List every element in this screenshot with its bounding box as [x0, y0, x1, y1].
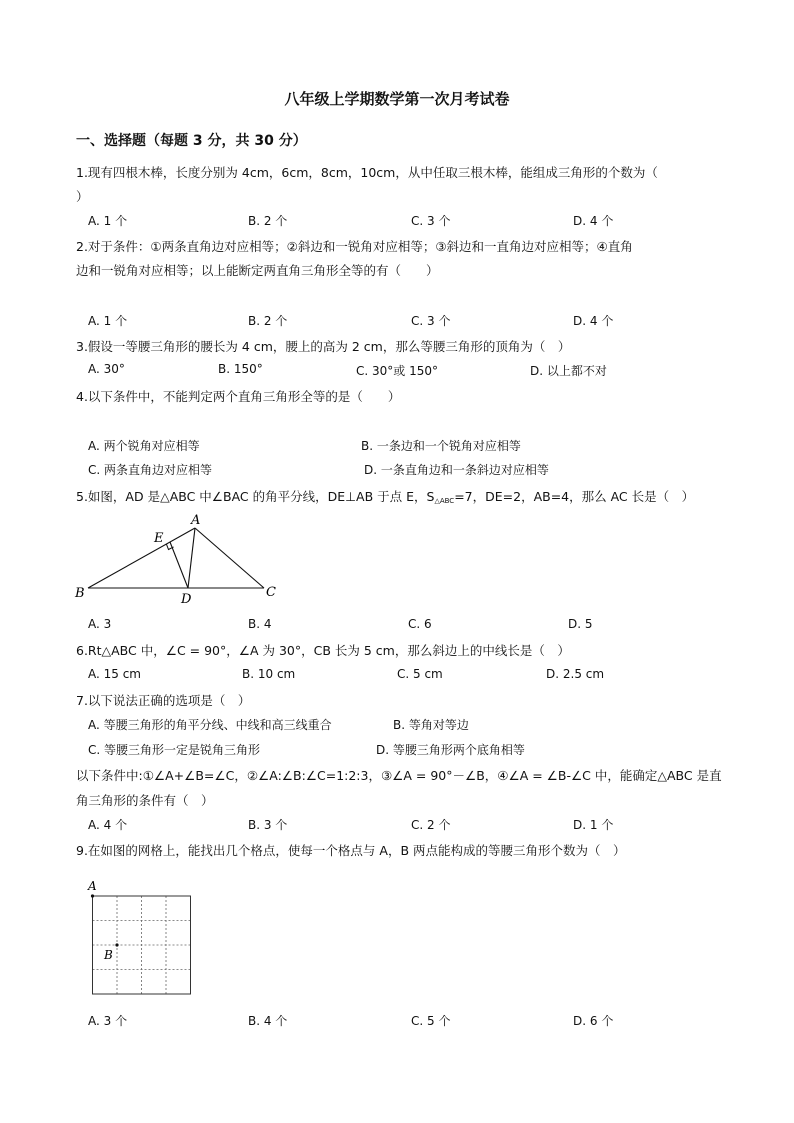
question-8-option-a[interactable]: A. 4 个	[88, 818, 128, 832]
question-8-line-1: 以下条件中:①∠A+∠B=∠C，②∠A:∠B:∠C=1:2:3，③∠A = 90°－∠B，④∠A = ∠B-∠C 中，能确定△ABC 是直	[76, 768, 722, 783]
question-1-line-1: 1.现有四根木棒，长度分别为 4cm，6cm，8cm，10cm，从中任取三根木棒，能组成三角形的个数为（	[76, 165, 658, 180]
question-2-option-b[interactable]: B. 2 个	[248, 314, 288, 328]
question-2-option-d[interactable]: D. 4 个	[573, 314, 614, 328]
area-subscript: △ABC	[434, 497, 455, 505]
question-5-option-c[interactable]: C. 6	[408, 617, 432, 631]
question-3-option-b[interactable]: B. 150°	[218, 362, 263, 376]
question-4-option-c[interactable]: C. 两条直角边对应相等	[88, 463, 213, 477]
question-7-option-b[interactable]: B. 等角对等边	[393, 718, 469, 732]
question-5-option-d[interactable]: D. 5	[568, 617, 593, 631]
label-c: C	[266, 585, 276, 600]
question-7-option-a[interactable]: A. 等腰三角形的角平分线、中线和高三线重合	[88, 718, 332, 732]
page-title: 八年级上学期数学第一次月考试卷	[284, 90, 510, 108]
question-8-option-c[interactable]: C. 2 个	[411, 818, 451, 832]
label-d: D	[181, 592, 192, 607]
question-4-option-b[interactable]: B. 一条边和一个锐角对应相等	[361, 439, 521, 453]
perpendicular-de	[170, 542, 188, 588]
question-9-option-a[interactable]: A. 3 个	[88, 1014, 128, 1028]
question-8-option-b[interactable]: B. 3 个	[248, 818, 288, 832]
label-e: E	[154, 531, 164, 546]
question-2-line-1: 2.对于条件：①两条直角边对应相等；②斜边和一锐角对应相等；③斜边和一直角边对应相等；④直角	[76, 239, 633, 254]
question-7-option-c[interactable]: C. 等腰三角形一定是锐角三角形	[88, 743, 261, 757]
question-2-line-2: 边和一锐角对应相等；以上能断定两直角三角形全等的有（ ）	[76, 263, 439, 278]
question-1-option-a[interactable]: A. 1 个	[88, 214, 128, 228]
side-ac	[195, 528, 264, 588]
question-3-option-d[interactable]: D. 以上都不对	[530, 364, 607, 378]
question-9-option-d[interactable]: D. 6 个	[573, 1014, 614, 1028]
question-5-text-post: =7，DE=2，AB=4，那么 AC 长是（ ）	[454, 489, 695, 504]
grid-inner-lines	[93, 896, 191, 994]
question-6-option-c[interactable]: C. 5 cm	[397, 667, 443, 681]
grid-label-b: B	[104, 948, 113, 962]
question-6-option-a[interactable]: A. 15 cm	[88, 667, 141, 681]
question-2-option-a[interactable]: A. 1 个	[88, 314, 128, 328]
question-4-line-1: 4.以下条件中，不能判定两个直角三角形全等的是（ ）	[76, 389, 401, 404]
question-3-option-a[interactable]: A. 30°	[88, 362, 125, 376]
question-5-text-pre: 5.如图，AD 是△ABC 中∠BAC 的角平分线，DE⊥AB 于点 E，S	[76, 489, 435, 504]
question-1-option-b[interactable]: B. 2 个	[248, 214, 288, 228]
question-1-option-c[interactable]: C. 3 个	[411, 214, 451, 228]
question-4-option-a[interactable]: A. 两个锐角对应相等	[88, 439, 200, 453]
question-2-option-c[interactable]: C. 3 个	[411, 314, 451, 328]
question-5-option-a[interactable]: A. 3	[88, 617, 112, 631]
grid-label-a: A	[88, 879, 97, 893]
question-7-line-1: 7.以下说法正确的选项是（ ）	[76, 693, 251, 708]
question-6-option-d[interactable]: D. 2.5 cm	[546, 667, 605, 681]
question-7-option-d[interactable]: D. 等腰三角形两个底角相等	[376, 743, 525, 757]
question-1-line-2: ）	[76, 189, 89, 204]
question-9-line-1: 9.在如图的网格上，能找出几个格点，使每一个格点与 A，B 两点能构成的等腰三角形个数为（ ）	[76, 843, 626, 858]
question-4-option-d[interactable]: D. 一条直角边和一条斜边对应相等	[364, 463, 549, 477]
question-5-option-b[interactable]: B. 4	[248, 617, 272, 631]
angle-bisector-ad	[188, 528, 195, 588]
question-9-option-c[interactable]: C. 5 个	[411, 1014, 451, 1028]
question-3-line-1: 3.假设一等腰三角形的腰长为 4 cm，腰上的高为 2 cm，那么等腰三角形的顶角为（ ）	[76, 339, 571, 354]
question-5-line-1	[76, 487, 694, 505]
point-b	[115, 943, 118, 946]
label-a: A	[191, 513, 201, 528]
question-1-option-d[interactable]: D. 4 个	[573, 214, 614, 228]
question-6-option-b[interactable]: B. 10 cm	[242, 667, 296, 681]
question-9-option-b[interactable]: B. 4 个	[248, 1014, 288, 1028]
side-ab	[88, 528, 195, 588]
point-a	[91, 894, 94, 897]
question-3-option-c[interactable]: C. 30°或 150°	[356, 364, 438, 378]
question-8-option-d[interactable]: D. 1 个	[573, 818, 614, 832]
question-8-line-2: 角三角形的条件有（ ）	[76, 793, 214, 808]
section-heading: 一、选择题（每题 3 分，共 30 分）	[76, 133, 307, 149]
triangle-figure	[70, 510, 285, 610]
grid-figure	[82, 876, 200, 1000]
question-6-line-1: 6.Rt△ABC 中，∠C = 90°，∠A 为 30°，CB 长为 5 cm，那么斜边上的中线长是（ ）	[76, 643, 570, 658]
label-b: B	[75, 586, 85, 601]
